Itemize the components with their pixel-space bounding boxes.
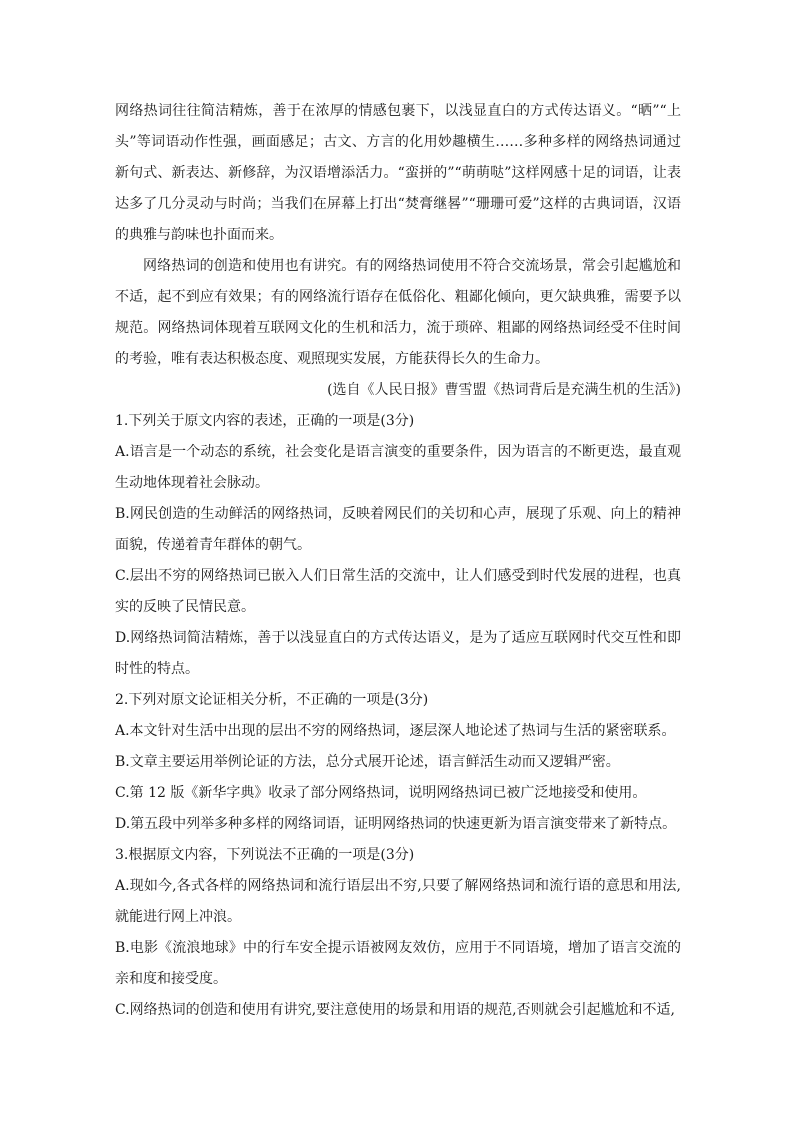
option-a: A.本文针对生活中出现的层出不穷的网络热词，逐层深人地论述了热词与生活的紧密联系。 [115,723,676,739]
option-b: B.电影《流浪地球》中的行车安全提示语被网友效仿，应用于不同语境，增加了语言交流的亲和度和接受度。 [115,940,681,987]
option-a: A.现如今,各式各样的网络热词和流行语层出不穷,只要了解网络热词和流行语的意思和用法,就能进行网上冲浪。 [115,878,681,925]
passage-paragraph-2: 网络热词的创造和使用也有讲究。有的网络热词使用不符合交流场景，常会引起尴尬和不适，起不到应有效果；有的网络流行语存在低俗化、粗鄙化倾向，更欠缺典雅，需要予以规范。网络热词体现着互联网文化的生机和活力，流于琐碎、粗鄙的网络热词经受不住时间的考验，唯有表达积极态度、观照现实发展，方能获得长久的生命力。 [115,258,681,367]
question-1 [115,406,681,685]
option-b: B.网民创造的生动鲜活的网络热词，反映着网民们的关切和心声，展现了乐观、向上的精神面貌，传递着青年群体的朝气。 [115,506,681,553]
option-b: B.文章主要运用举例论证的方法，总分式展开论述，语言鲜活生动而又逻辑严密。 [115,754,620,770]
question-stem: 3.根据原文内容，下列说法不正确的一项是(3分) [115,847,415,863]
question-stem: 1.下列关于原文内容的表述，正确的一项是(3分) [115,413,415,429]
question-2 [115,685,681,840]
question-3 [115,840,681,1026]
document-page [115,96,681,1026]
passage-source: (选自《人民日报》曹雪盟《热词背后是充满生机的生活》) [327,382,681,398]
passage-paragraph-1: 网络热词往往简洁精炼，善于在浓厚的情感包裹下，以浅显直白的方式传达语义。“晒”“上头”等词语动作性强，画面感足；古文、方言的化用妙趣横生……多种多样的网络热词通过新句式、新表达、新修辞，为汉语增添活力。“蛮拼的”“萌萌哒”这样网感十足的词语，让表达多了几分灵动与时尚；当我们在屏幕上打出“焚膏继晷”“珊珊可爱”这样的古典词语，汉语的典雅与韵味也扑面而来。 [115,103,681,243]
option-a: A.语言是一个动态的系统，社会变化是语言演变的重要条件，因为语言的不断更迭，最直观生动地体现着社会脉动。 [115,444,681,491]
option-d: D.第五段中列举多种多样的网络词语，证明网络热词的快速更新为语言演变带来了新特点。 [115,816,677,832]
option-c: C.层出不穷的网络热词已嵌入人们日常生活的交流中，让人们感受到时代发展的进程，也真实的反映了民情民意。 [115,568,681,615]
question-stem: 2.下列对原文论证相关分析，不正确的一项是(3分) [115,692,429,708]
option-d: D.网络热词简洁精炼，善于以浅显直白的方式传达语义，是为了适应互联网时代交互性和即时性的特点。 [115,630,681,677]
option-c: C.网络热词的创造和使用有讲究,要注意使用的场景和用语的规范,否则就会引起尴尬和不适, [115,1002,676,1018]
option-c: C.第 12 版《新华字典》收录了部分网络热词，说明网络热词已被广泛地接受和使用。 [115,785,647,801]
